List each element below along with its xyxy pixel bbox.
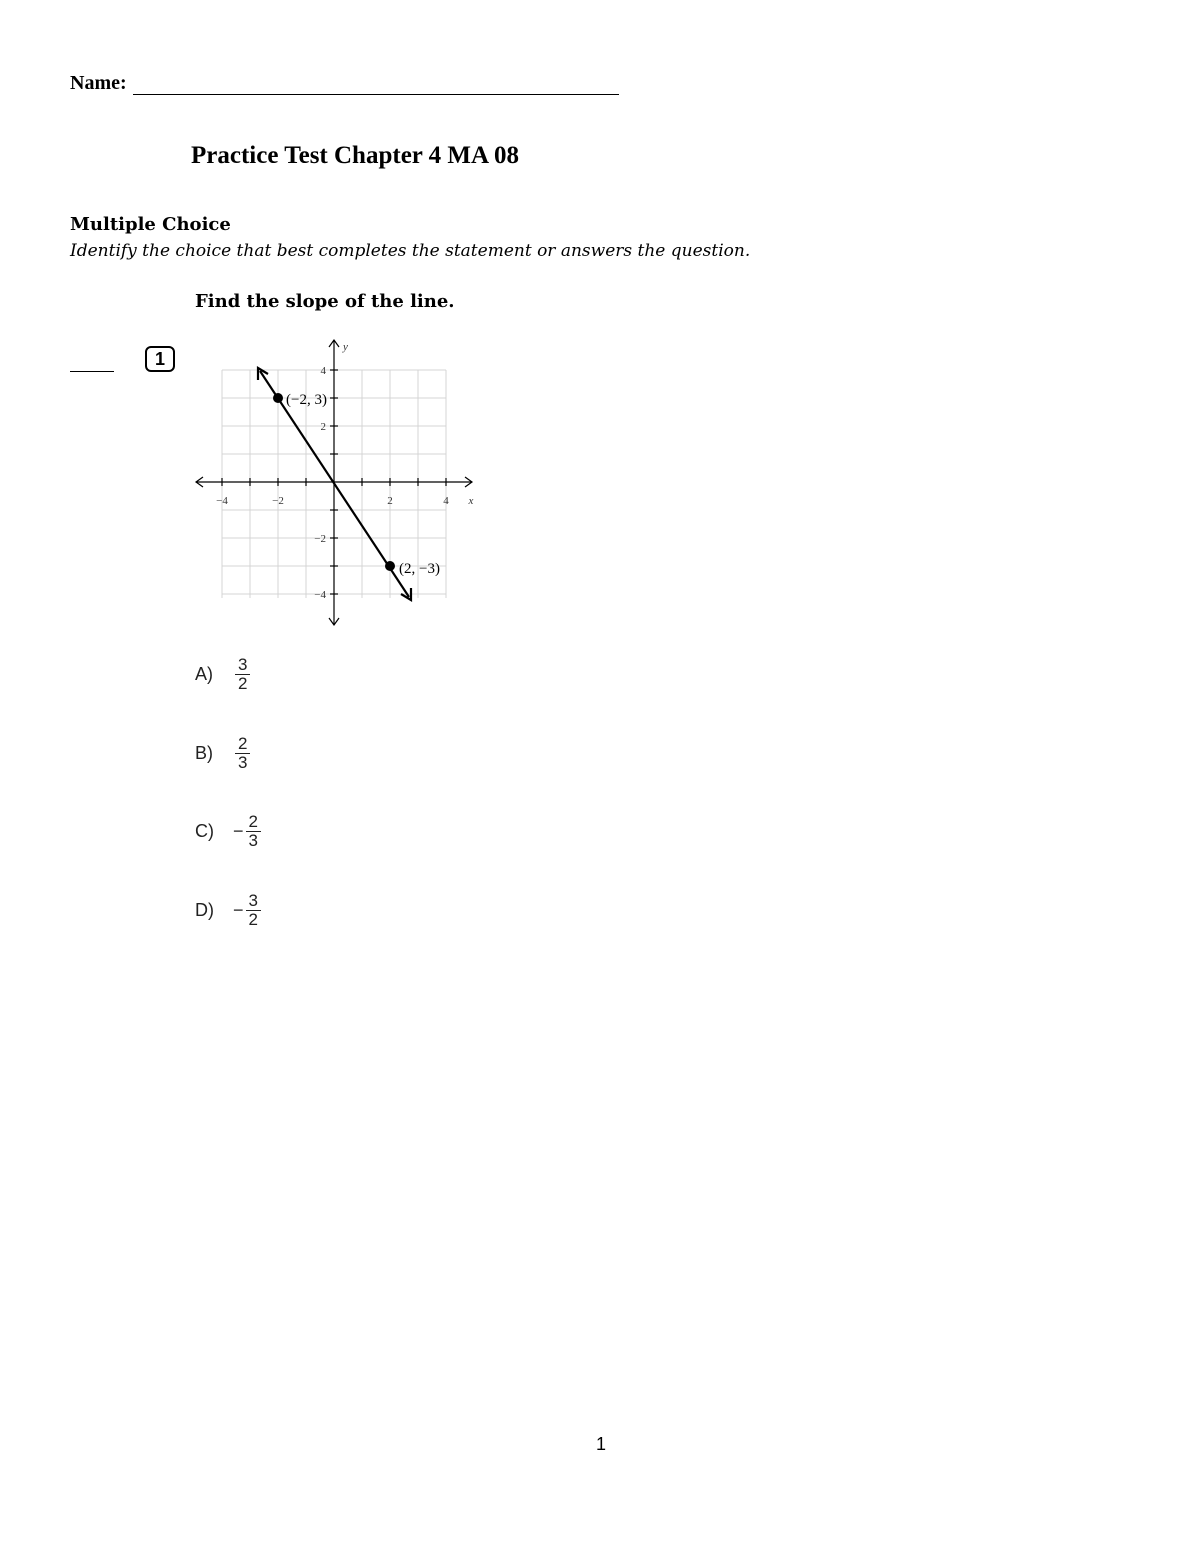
denominator: 2 (238, 673, 248, 693)
y-tick-label: −4 (314, 589, 326, 601)
page-title: Practice Test Chapter 4 MA 08 (191, 142, 519, 169)
y-axis-label: y (343, 341, 348, 353)
point-label: (−2, 3) (286, 392, 327, 408)
choice-letter: D) (195, 899, 214, 920)
choice-d[interactable] (195, 892, 261, 929)
section-heading: Multiple Choice (70, 214, 231, 235)
question-number: 1 (154, 349, 165, 369)
denominator: 2 (248, 909, 258, 929)
denominator: 3 (248, 830, 258, 850)
fraction (235, 656, 250, 693)
coordinate-graph (190, 336, 490, 632)
numerator: 3 (246, 892, 261, 911)
choice-sign: − (233, 899, 244, 920)
fraction (246, 813, 261, 850)
answer-blank[interactable] (70, 371, 114, 372)
choice-letter: A) (195, 663, 213, 684)
point-label: (2, −3) (399, 561, 440, 577)
x-tick-label: −4 (216, 495, 228, 507)
denominator: 3 (238, 752, 248, 772)
choice-b[interactable] (195, 735, 250, 772)
name-label: Name: (70, 72, 127, 94)
point-marker (385, 561, 395, 571)
fraction (246, 892, 261, 929)
choice-letter: C) (195, 820, 214, 841)
choice-value (233, 892, 261, 929)
numerator: 2 (246, 813, 261, 832)
name-field (70, 72, 619, 95)
y-tick-label: 4 (320, 365, 326, 377)
x-tick-label: 4 (443, 495, 449, 507)
choice-letter: B) (195, 742, 213, 763)
x-axis-label: x (468, 495, 474, 507)
choice-value (233, 656, 250, 693)
question-number-badge (145, 346, 175, 372)
fraction (235, 735, 250, 772)
question-prompt: Find the slope of the line. (195, 291, 455, 312)
y-tick-label: 2 (320, 421, 326, 433)
choice-value (233, 735, 250, 772)
choice-value (233, 813, 261, 850)
choice-c[interactable] (195, 813, 261, 850)
section-instructions: Identify the choice that best completes the statement or answers the question. (70, 241, 751, 261)
x-tick-label: −2 (272, 495, 284, 507)
page-number: 1 (596, 1434, 607, 1454)
name-blank-line[interactable] (133, 74, 619, 95)
y-tick-label: −2 (314, 533, 326, 545)
choice-sign: − (233, 820, 244, 841)
numerator: 3 (235, 656, 250, 675)
x-tick-label: 2 (387, 495, 393, 507)
numerator: 2 (235, 735, 250, 754)
choice-a[interactable] (195, 656, 250, 693)
point-marker (273, 393, 283, 403)
